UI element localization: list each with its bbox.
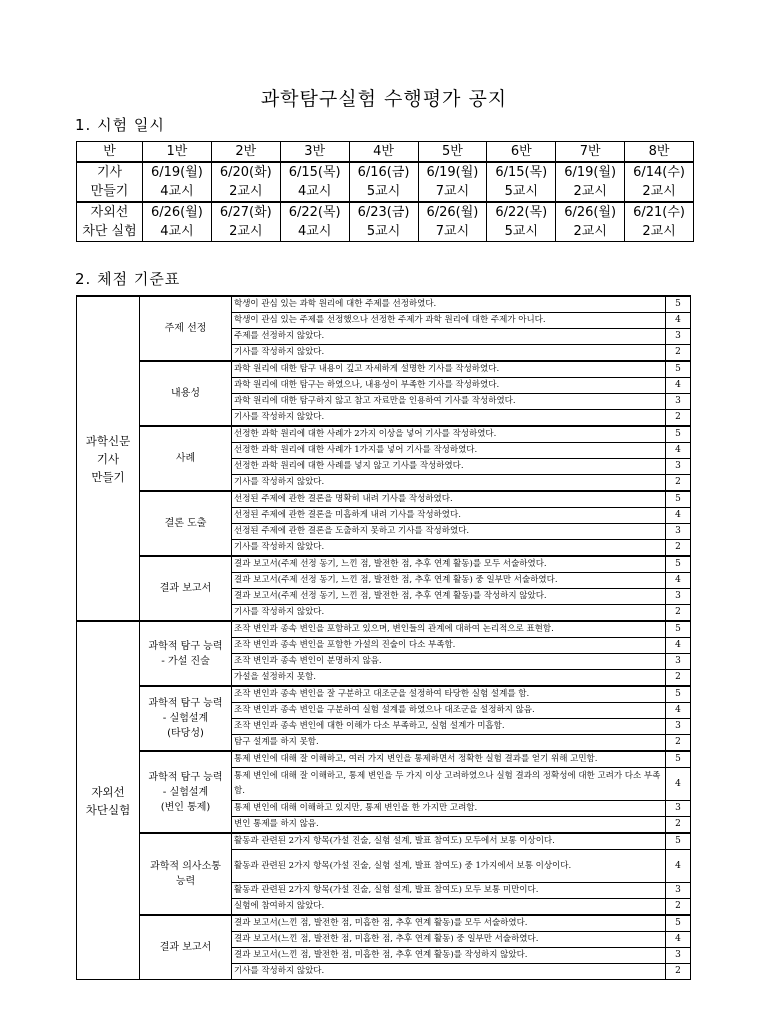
criteria-score: 3: [666, 948, 691, 964]
class-header: 1반: [143, 142, 212, 163]
criteria-item-name-line: 과학적 탐구 능력: [148, 698, 223, 709]
criteria-description: 결과 보고서(느낀 점, 발전한 점, 미흡한 점, 추후 연계 활동)를 모두 서술하였다.: [232, 915, 666, 932]
criteria-score: 3: [666, 394, 691, 410]
criteria-score: 5: [666, 915, 691, 932]
criteria-item-name-line: 내용성: [171, 388, 200, 399]
schedule-corner-cell: 반: [77, 142, 143, 163]
criteria-description: 기사를 작성하지 않았다.: [232, 475, 666, 492]
criteria-item-name-line: 결과 보고서: [159, 583, 212, 594]
criteria-description: 기사를 작성하지 않았다.: [232, 345, 666, 362]
criteria-category-line: 차단실험: [85, 802, 131, 817]
criteria-score: 3: [666, 524, 691, 540]
criteria-description: 조작 변인과 종속 변인에 대한 이해가 다소 부족하고, 실험 설계가 미흡함.: [232, 719, 666, 735]
criteria-row: [77, 426, 691, 443]
criteria-score: 2: [666, 540, 691, 557]
criteria-score: 2: [666, 899, 691, 916]
exam-date: 6/15(목): [280, 162, 349, 182]
class-header: 8반: [625, 142, 694, 163]
criteria-description: 통제 변인에 대해 잘 이해하고, 여러 가지 변인을 통제하면서 정확한 실험 결과를 얻기 위해 고민함.: [232, 751, 666, 768]
activity-label: 자외선: [77, 202, 143, 222]
schedule-period-row: [77, 182, 694, 202]
criteria-item-name-line: - 실험설계: [162, 713, 209, 724]
criteria-score: 3: [666, 883, 691, 899]
criteria-score: 5: [666, 361, 691, 378]
criteria-item-name-line: 과학적 탐구 능력: [148, 771, 223, 783]
exam-date: 6/19(월): [418, 162, 487, 182]
class-header: 4반: [349, 142, 418, 163]
criteria-score: 2: [666, 605, 691, 622]
criteria-description: 조작 변인과 종속 변인을 포함한 가설의 진술이 다소 부족함.: [232, 638, 666, 654]
exam-date: 6/26(월): [556, 202, 625, 222]
criteria-score: 5: [666, 621, 691, 638]
criteria-description: 통제 변인에 대해 이해하고 있지만, 통제 변인을 한 가지만 고려함.: [232, 801, 666, 817]
exam-date: 6/22(목): [280, 202, 349, 222]
criteria-score: 3: [666, 459, 691, 475]
criteria-description: 조작 변인과 종속 변인을 구분하여 실험 설계를 하였으나 대조군을 설정하지 않음.: [232, 703, 666, 719]
criteria-description: 기사를 작성하지 않았다.: [232, 410, 666, 427]
criteria-item-name: [140, 426, 232, 491]
criteria-row: [77, 556, 691, 573]
criteria-description: 기사를 작성하지 않았다.: [232, 605, 666, 622]
exam-period: 4교시: [143, 222, 212, 242]
activity-label: 만들기: [77, 182, 143, 202]
criteria-score: 5: [666, 833, 691, 850]
criteria-item-name: [140, 296, 232, 361]
criteria-item-name: [140, 491, 232, 556]
criteria-description: 과학 원리에 대한 탐구 내용이 깊고 자세하게 설명한 기사를 작성하였다.: [232, 361, 666, 378]
criteria-row: [77, 833, 691, 850]
grading-criteria-table: [76, 295, 691, 980]
criteria-score: 4: [666, 573, 691, 589]
exam-date: 6/22(목): [487, 202, 556, 222]
exam-date: 6/27(화): [211, 202, 280, 222]
exam-date: 6/23(금): [349, 202, 418, 222]
criteria-description: 활동과 관련된 2가지 항목(가설 진술, 실험 설계, 발표 참여도) 중 1가지에서 보통 이상이다.: [232, 850, 666, 883]
criteria-item-name-line: (타당성): [167, 728, 204, 739]
criteria-item-name-line: 능력: [175, 876, 196, 887]
class-header: 5반: [418, 142, 487, 163]
criteria-row: [77, 915, 691, 932]
criteria-item-name-line: (변인 통제): [160, 801, 211, 813]
criteria-score: 4: [666, 932, 691, 948]
criteria-score: 2: [666, 817, 691, 834]
criteria-description: 과학 원리에 대한 탐구는 하였으나, 내용성이 부족한 기사를 작성하였다.: [232, 378, 666, 394]
criteria-description: 조작 변인과 종속 변인이 분명하지 않음.: [232, 654, 666, 670]
criteria-row: [77, 751, 691, 768]
section-heading-criteria: 2. 체점 기준표: [75, 270, 181, 288]
criteria-score: 3: [666, 329, 691, 345]
criteria-category-line: 기사: [96, 451, 120, 466]
activity-label: 기사: [77, 162, 143, 182]
criteria-score: 2: [666, 410, 691, 427]
criteria-description: 활동과 관련된 2가지 항목(가설 진술, 실험 설계, 발표 참여도) 모두 보통 미만이다.: [232, 883, 666, 899]
exam-period: 2교시: [625, 182, 694, 202]
criteria-description: 활동과 관련된 2가지 항목(가설 진술, 실험 설계, 발표 참여도) 모두에서 보통 이상이다.: [232, 833, 666, 850]
criteria-score: 5: [666, 686, 691, 703]
exam-date: 6/19(월): [143, 162, 212, 182]
schedule-date-row: [77, 162, 694, 182]
criteria-description: 변인 통제를 하지 않음.: [232, 817, 666, 834]
criteria-category-line: 자외선: [91, 784, 125, 799]
exam-date: 6/16(금): [349, 162, 418, 182]
criteria-description: 통제 변인에 대해 잘 이해하고, 통제 변인을 두 가지 이상 고려하였으나 실험 결과의 정확성에 대한 고려가 다소 부족함.: [232, 768, 666, 801]
criteria-item-name: [140, 621, 232, 686]
criteria-description: 조작 변인과 종속 변인을 잘 구분하고 대조군을 설정하여 타당한 실험 설계를 함.: [232, 686, 666, 703]
class-header: 6반: [487, 142, 556, 163]
exam-period: 4교시: [280, 182, 349, 202]
criteria-score: 5: [666, 426, 691, 443]
criteria-score: 4: [666, 638, 691, 654]
criteria-item-name: [140, 751, 232, 833]
exam-date: 6/20(화): [211, 162, 280, 182]
criteria-description: 기사를 작성하지 않았다.: [232, 964, 666, 980]
schedule-date-row: [77, 202, 694, 222]
exam-period: 7교시: [418, 222, 487, 242]
page-title: 과학탐구실험 수행평가 공지: [260, 88, 508, 110]
exam-period: 5교시: [349, 182, 418, 202]
criteria-description: 학생이 관심 있는 주제를 선정했으나 선정한 주제가 과학 원리에 대한 주제가 아니다.: [232, 313, 666, 329]
criteria-description: 선정된 주제에 관한 결론을 미흡하게 내려 기사를 작성하였다.: [232, 508, 666, 524]
criteria-row: [77, 621, 691, 638]
criteria-score: 2: [666, 345, 691, 362]
schedule-header-row: [77, 142, 694, 163]
criteria-description: 조작 변인과 종속 변인을 포함하고 있으며, 변인들의 관계에 대하여 논리적으로 표현함.: [232, 621, 666, 638]
criteria-item-name: [140, 556, 232, 621]
criteria-item-name: [140, 833, 232, 915]
criteria-description: 결과 보고서(주제 선정 동기, 느낀 점, 발전한 점, 추후 연계 활동)를 모두 서술하였다.: [232, 556, 666, 573]
criteria-score: 2: [666, 735, 691, 752]
exam-date: 6/26(월): [143, 202, 212, 222]
criteria-score: 3: [666, 719, 691, 735]
criteria-description: 결과 보고서(주제 선정 동기, 느낀 점, 발전한 점, 추후 연계 활동)를 작성하지 않았다.: [232, 589, 666, 605]
criteria-description: 가설을 설정하지 못함.: [232, 670, 666, 687]
criteria-score: 5: [666, 556, 691, 573]
criteria-score: 4: [666, 443, 691, 459]
criteria-description: 선정된 주제에 관한 결론을 명확히 내려 기사를 작성하였다.: [232, 491, 666, 508]
criteria-score: 3: [666, 801, 691, 817]
criteria-score: 4: [666, 850, 691, 883]
exam-period: 5교시: [487, 222, 556, 242]
criteria-item-name-line: 주제 선정: [164, 323, 207, 334]
section-heading-schedule: 1. 시험 일시: [75, 116, 165, 134]
criteria-score: 4: [666, 768, 691, 801]
criteria-category-line: 과학신문: [85, 433, 131, 448]
criteria-category-line: 만들기: [91, 469, 125, 484]
criteria-description: 기사를 작성하지 않았다.: [232, 540, 666, 557]
criteria-score: 5: [666, 491, 691, 508]
criteria-score: 4: [666, 313, 691, 329]
criteria-category: [77, 621, 140, 980]
criteria-item-name: [140, 686, 232, 751]
exam-period: 2교시: [211, 222, 280, 242]
criteria-score: 2: [666, 670, 691, 687]
exam-period: 7교시: [418, 182, 487, 202]
criteria-item-name: [140, 361, 232, 426]
criteria-item-name-line: 과학적 의사소통: [150, 861, 221, 872]
criteria-item-name-line: - 실험설계: [162, 786, 209, 798]
exam-period: 2교시: [211, 182, 280, 202]
criteria-description: 결과 보고서(느낀 점, 발전한 점, 미흡한 점, 추후 연계 활동)를 작성하지 않았다.: [232, 948, 666, 964]
exam-date: 6/26(월): [418, 202, 487, 222]
criteria-score: 3: [666, 589, 691, 605]
criteria-description: 선정한 과학 원리에 대한 사례가 2가지 이상을 넣어 기사를 작성하였다.: [232, 426, 666, 443]
criteria-row: [77, 686, 691, 703]
criteria-item-name-line: 결론 도출: [164, 518, 207, 529]
exam-date: 6/14(수): [625, 162, 694, 182]
criteria-score: 5: [666, 751, 691, 768]
class-header: 7반: [556, 142, 625, 163]
exam-date: 6/15(목): [487, 162, 556, 182]
exam-period: 2교시: [625, 222, 694, 242]
criteria-row: [77, 491, 691, 508]
criteria-item-name-line: - 가설 진술: [161, 655, 210, 667]
exam-period: 2교시: [556, 222, 625, 242]
criteria-row: [77, 361, 691, 378]
criteria-score: 4: [666, 508, 691, 524]
criteria-item-name-line: 결과 보고서: [159, 942, 212, 953]
criteria-score: 2: [666, 475, 691, 492]
criteria-score: 4: [666, 703, 691, 719]
criteria-score: 2: [666, 964, 691, 980]
criteria-description: 탐구 설계를 하지 못함.: [232, 735, 666, 752]
criteria-description: 결과 보고서(느낀 점, 발전한 점, 미흡한 점, 추후 연계 활동) 중 일부만 서술하였다.: [232, 932, 666, 948]
criteria-description: 선정된 주제에 관한 결론을 도출하지 못하고 기사를 작성하였다.: [232, 524, 666, 540]
criteria-score: 4: [666, 378, 691, 394]
criteria-description: 선정한 과학 원리에 대한 사례를 넣지 않고 기사를 작성하였다.: [232, 459, 666, 475]
exam-period: 4교시: [143, 182, 212, 202]
criteria-category: [77, 296, 140, 621]
criteria-item-name-line: 사례: [175, 453, 196, 464]
exam-period: 5교시: [349, 222, 418, 242]
class-header: 3반: [280, 142, 349, 163]
exam-period: 5교시: [487, 182, 556, 202]
exam-date: 6/19(월): [556, 162, 625, 182]
criteria-description: 선정한 과학 원리에 대한 사례가 1가지를 넣어 기사를 작성하였다.: [232, 443, 666, 459]
criteria-description: 과학 원리에 대한 탐구하지 않고 참고 자료만을 인용하여 기사를 작성하였다.: [232, 394, 666, 410]
criteria-description: 결과 보고서(주제 선정 동기, 느낀 점, 발전한 점, 추후 연계 활동) 중 일부만 서술하였다.: [232, 573, 666, 589]
criteria-description: 학생이 관심 있는 과학 원리에 대한 주제를 선정하였다.: [232, 296, 666, 313]
criteria-description: 주제를 선정하지 않았다.: [232, 329, 666, 345]
exam-schedule-table: [76, 141, 694, 242]
exam-date: 6/21(수): [625, 202, 694, 222]
schedule-period-row: [77, 222, 694, 242]
criteria-description: 실험에 참여하지 않았다.: [232, 899, 666, 916]
criteria-score: 5: [666, 296, 691, 313]
exam-period: 2교시: [556, 182, 625, 202]
activity-label: 차단 실험: [77, 222, 143, 242]
class-header: 2반: [211, 142, 280, 163]
criteria-item-name-line: 과학적 탐구 능력: [148, 640, 223, 652]
exam-period: 4교시: [280, 222, 349, 242]
criteria-score: 3: [666, 654, 691, 670]
criteria-item-name: [140, 915, 232, 980]
criteria-row: [77, 296, 691, 313]
